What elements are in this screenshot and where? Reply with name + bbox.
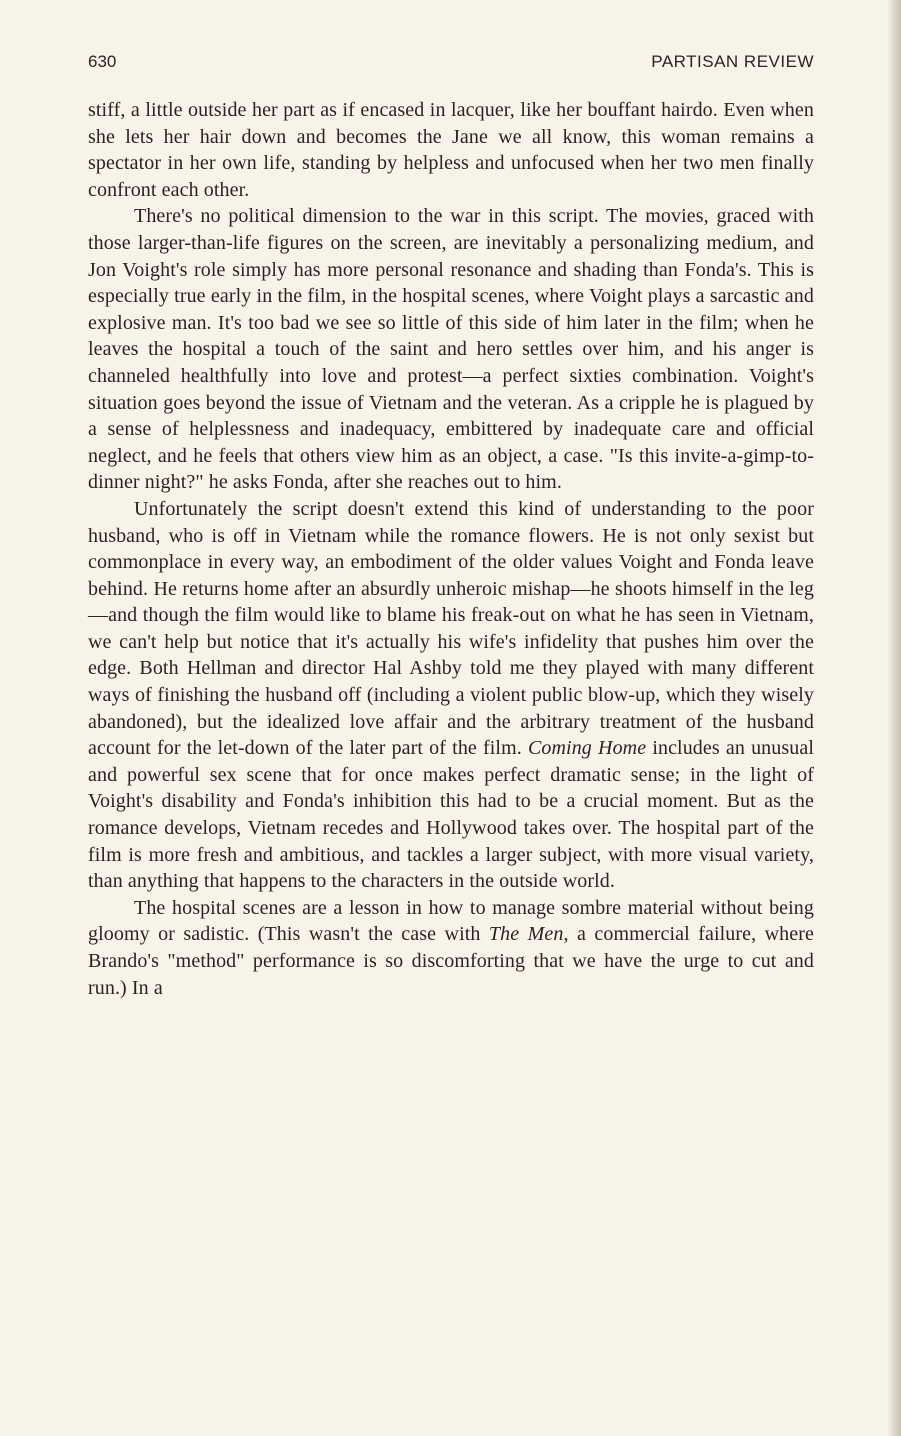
italic-title: The Men xyxy=(488,923,564,946)
page-edge-shadow xyxy=(887,0,901,1436)
journal-title: PARTISAN REVIEW xyxy=(651,52,814,71)
text-segment: stiff, a little outside her part as if encased in lacquer, like her bouffant hairdo. Even when she lets her hair down and becomes the Jane we all know, this woman remains a spectator in her own life, standing by helpless and unfocused when her two men finally confront each other. xyxy=(88,99,814,201)
text-segment: , a commercial failure, where Brando's "method" performance is so discomforting that we have the urge to cut and run.) In a xyxy=(88,923,814,999)
paragraph xyxy=(88,496,814,895)
text-segment: Unfortunately the script doesn't extend this kind of understanding to the poor husband, who is off in Vietnam while the romance flowers. He is not only sexist but commonplace in every way, an embodiment of the older values Voight and Fonda leave behind. He returns home after an absurdly unheroic mishap—he shoots himself in the leg—and though the film would like to blame his freak-out on what he has seen in Vietnam, we can't help but notice that it's actually his wife's infidelity that pushes him over the edge. Both Hellman and director Hal Ashby told me they played with many different ways of finishing the husband off (including a violent public blow-up, which they wisely abandoned), but the idealized love affair and the arbitrary treatment of the husband account for the let-down of the later part of the film. xyxy=(88,497,814,760)
italic-title: Coming Home xyxy=(527,737,647,760)
paragraph xyxy=(88,97,814,203)
text-segment: includes an unusual and powerful sex scene that for once makes perfect dramatic sense; in the light of Voight's disability and Fonda's inhibition this had to be a crucial moment. But as the romance develops, Vietnam recedes and Hollywood takes over. The hospital part of the film is more fresh and ambitious, and tackles a larger subject, with more visual variety, than anything that happens to the characters in the outside world. xyxy=(88,737,814,893)
page-number: 630 xyxy=(88,52,117,71)
text-segment: There's no political dimension to the war in this script. The movies, graced with those larger-than-life figures on the screen, are inevitably a personalizing medium, and Jon Voight's role simply has more personal resonance and shading than Fonda's. This is especially true early in the film, in the hospital scenes, where Voight plays a sarcastic and explosive man. It's too bad we see so little of this side of him later in the film; when he leaves the hospital a touch of the saint and hero settles over him, and his anger is channeled healthfully into love and protest—a perfect sixties combination. Voight's situation goes beyond the issue of Vietnam and the veteran. As a cripple he is plagued by a sense of helplessness and inadequacy, embittered by inadequate care and official neglect, and he feels that others view him as an object, a case. "Is this invite-a-gimp-to-dinner night?" he asks Fonda, after she reaches out to him. xyxy=(88,205,814,494)
paragraph xyxy=(88,203,814,496)
text-segment: The hospital scenes are a lesson in how to manage sombre material without being gloomy or sadistic. (This wasn't the case with xyxy=(88,896,814,946)
paragraph xyxy=(88,895,814,1001)
body-text xyxy=(88,97,814,1001)
running-header xyxy=(88,52,814,78)
